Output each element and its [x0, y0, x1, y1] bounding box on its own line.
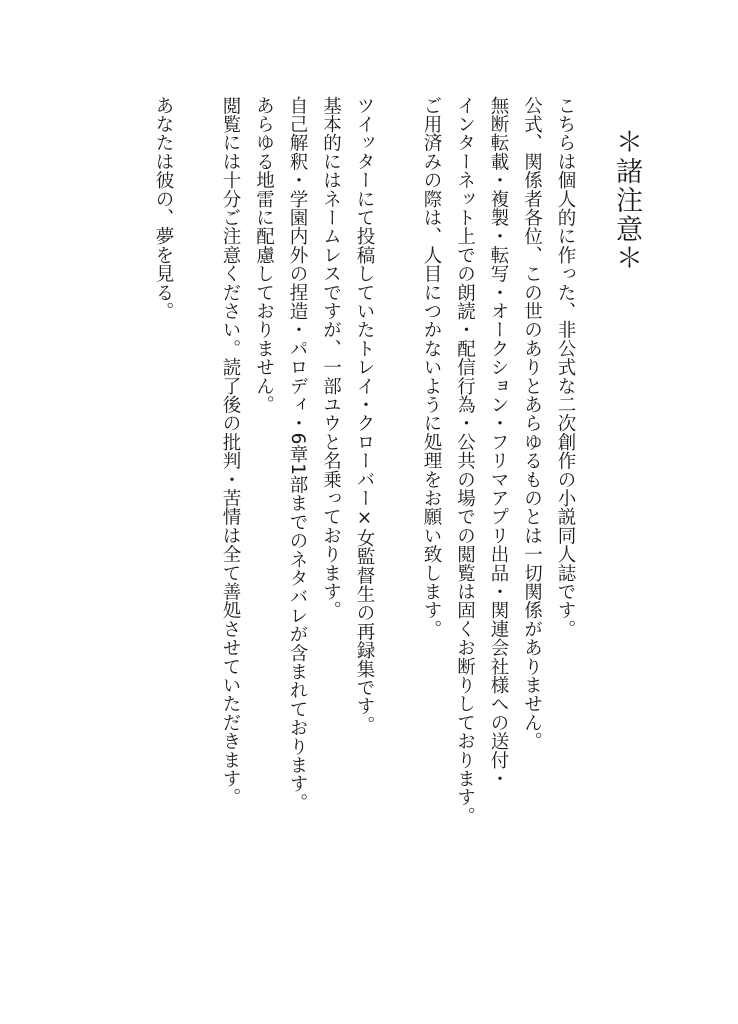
notice-line: 公式、関係者各位、この世のありとあらゆるものとは一切関係がありません。 [521, 96, 543, 751]
notice-line: ツイッターにて投稿していたトレイ・クローバー×女監督生の再録集です。 [354, 96, 375, 735]
notice-line: インターネット上での朗読・配信行為・公共の場での閲覧は固くお断りしております。 [454, 96, 476, 826]
notice-line: 閲覧には十分ご注意ください。読了後の批判・苦情は全て善処させていただきます。 [220, 96, 241, 807]
page-title: ＊諸注意＊ [611, 128, 642, 273]
notice-line: 基本的にはネームレスですが、一部ユウと名乗っております。 [320, 96, 342, 620]
notice-line: こちらは個人的に作った、非公式な二次創作の小説同人誌です。 [555, 96, 576, 639]
notice-line: あらゆる地雷に配慮しておりません。 [253, 96, 275, 414]
notice-line: 自己解釈・学園内外の捏造・パロディ・6章1部までのネタバレが含まれております。 [287, 96, 308, 812]
notice-body [147, 96, 583, 976]
notice-line: 無断転載・複製・転写・オークション・フリマアプリ出品・関連会社様への送付・ [488, 96, 509, 788]
closing-line: あなたは彼の、夢を見る。 [153, 96, 174, 321]
notice-line: ご用済みの際は、人目につかないように処理をお願い致します。 [421, 96, 442, 639]
